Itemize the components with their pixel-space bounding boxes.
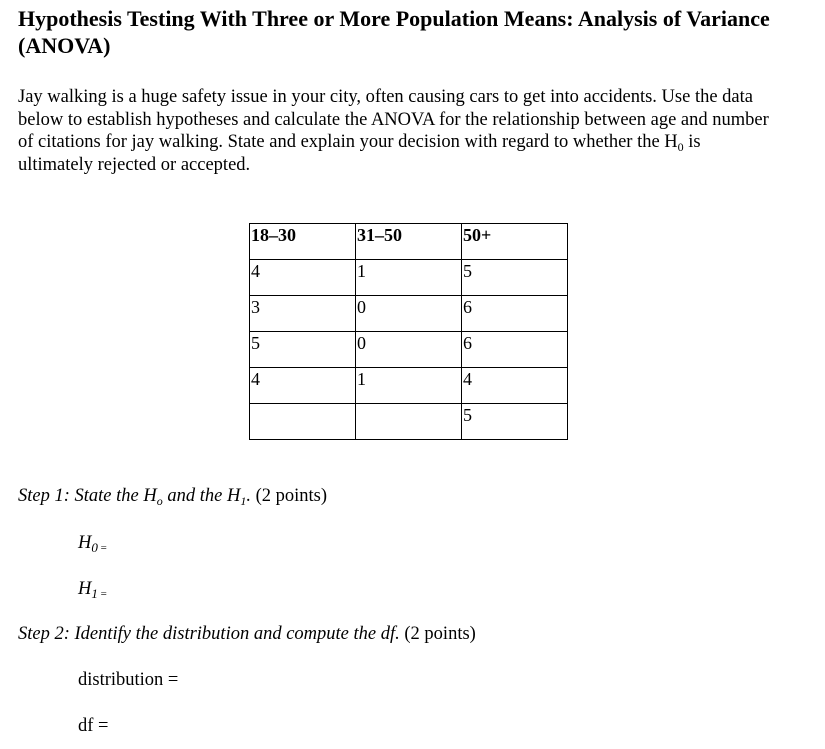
table-cell: 5 <box>462 404 568 440</box>
column-header: 31–50 <box>356 224 462 260</box>
step-1-sub-1: 1 <box>240 494 247 508</box>
step-1-middle: and the H <box>162 486 241 506</box>
intro-text: Jay walking is a huge safety issue in your city, often causing cars to get into accidents. Use the data below to establish hypotheses and calculate the ANOVA for the relationship between age and number of citations for jay walking. State and explain your decision with regard to whether the H <box>18 87 769 153</box>
table-header-row <box>250 224 568 260</box>
step-1-heading <box>18 485 327 507</box>
h1-subscript: 1 <box>91 586 98 601</box>
table-row <box>250 332 568 368</box>
table-cell: 0 <box>356 296 462 332</box>
table-row <box>250 260 568 296</box>
h1-answer-line <box>78 578 107 605</box>
table-cell: 5 <box>462 260 568 296</box>
step-2-label: Step 2: Identify the distribution and compute the df. <box>18 624 400 644</box>
table-cell: 5 <box>250 332 356 368</box>
table-cell: 4 <box>462 368 568 404</box>
h0-subscript: 0 <box>91 540 98 555</box>
table-cell: 4 <box>250 260 356 296</box>
step-1-suffix: . <box>246 486 251 506</box>
citations-table <box>249 223 568 440</box>
table-cell: 3 <box>250 296 356 332</box>
intro-text-end: is ultimately rejected or accepted. <box>18 132 701 176</box>
column-header: 18–30 <box>250 224 356 260</box>
table-cell: 1 <box>356 260 462 296</box>
intro-paragraph <box>18 86 778 177</box>
table-row <box>250 296 568 332</box>
table-cell <box>356 404 462 440</box>
table-cell: 1 <box>356 368 462 404</box>
step-1-prefix: Step 1: State the H <box>18 486 157 506</box>
h0-answer-line <box>78 532 107 559</box>
table-row <box>250 404 568 440</box>
step-1-sub-o: o <box>156 494 163 508</box>
h1-symbol: H <box>78 579 92 599</box>
intro-subscript: 0 <box>677 140 684 155</box>
step-2-heading <box>18 623 476 645</box>
table-cell <box>250 404 356 440</box>
table-row <box>250 368 568 404</box>
df-answer-line: df = <box>78 716 109 736</box>
table-cell: 6 <box>462 332 568 368</box>
table-cell: 0 <box>356 332 462 368</box>
h0-equals: = <box>97 542 107 554</box>
page-title: Hypothesis Testing With Three or More Population Means: Analysis of Variance (ANOVA) <box>18 6 770 58</box>
table-cell: 4 <box>250 368 356 404</box>
h1-equals: = <box>97 588 107 600</box>
step-2-points: (2 points) <box>399 624 476 644</box>
column-header: 50+ <box>462 224 568 260</box>
step-1-points: (2 points) <box>250 486 327 506</box>
table-cell: 6 <box>462 296 568 332</box>
h0-symbol: H <box>78 533 92 553</box>
distribution-answer-line: distribution = <box>78 670 179 690</box>
